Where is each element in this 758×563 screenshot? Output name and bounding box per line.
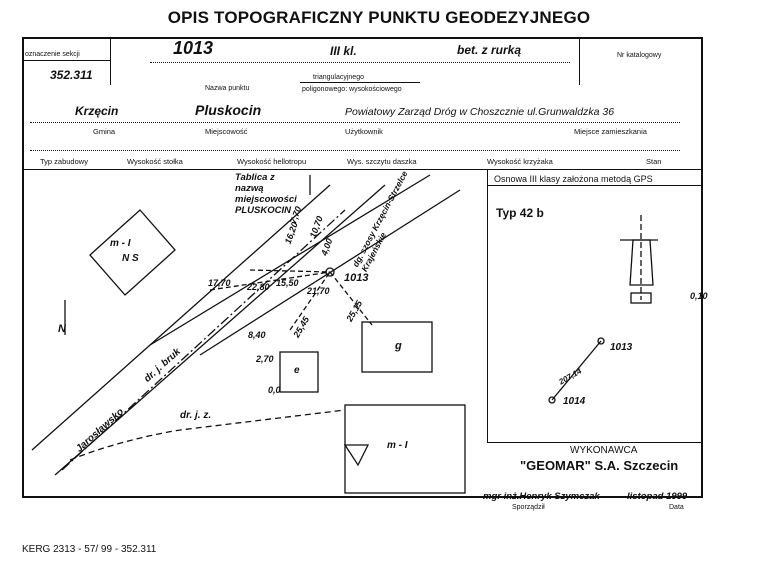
dim-00: 0,0 xyxy=(268,385,281,395)
dim-1550: 15,50 xyxy=(276,278,299,288)
user-value: Powiatowy Zarząd Dróg w Choszcznie ul.Grunwaldzka 36 xyxy=(345,106,615,118)
panel-point-a: 1013 xyxy=(610,342,633,353)
measure-line-1 xyxy=(250,270,330,272)
panel-point-b: 1014 xyxy=(563,396,586,407)
sign-note: Tablica z nazwą miejscowości PLUSKOCIN xyxy=(235,172,297,216)
section-label: oznaczenie sekcji xyxy=(25,51,80,58)
gmina-value: Krzęcin xyxy=(75,104,119,118)
dim-770: 7,70 xyxy=(288,205,304,225)
type-line1: triangulacyjnego xyxy=(313,74,364,81)
dim-1620: 16,20 xyxy=(282,220,300,246)
gps-baseline xyxy=(552,341,601,400)
type-line2: poligonowego: wysokościowego xyxy=(302,86,402,93)
col-wys-daszka: Wys. szczytu daszka xyxy=(347,157,417,166)
dim-2170: 21,70 xyxy=(307,286,330,296)
road-to-label: Jarosławsko xyxy=(74,406,127,455)
building1-label2: N S xyxy=(122,253,139,264)
col-stan: Stan xyxy=(646,157,662,166)
dim-2515: 25,15 xyxy=(344,298,365,324)
gmina-label: Gmina xyxy=(93,127,116,136)
town-label: Miejscowość xyxy=(205,127,248,136)
author-label: Sporządził xyxy=(512,504,545,511)
dim-2280: 22,80 xyxy=(247,282,270,292)
panel-distance: 207,14 xyxy=(557,366,584,387)
panel-title: Osnowa III klasy założona metodą GPS xyxy=(494,174,653,184)
dim-1070: 10,70 xyxy=(307,214,325,240)
footer-code: KERG 2313 - 57/ 99 - 352.311 xyxy=(22,544,157,555)
road-label: dr. j. bruk xyxy=(142,346,183,385)
dim-400: 4,00 xyxy=(319,237,335,257)
contractor-label: WYKONAWCA xyxy=(570,445,638,456)
panel-dim: 0,10 xyxy=(690,291,708,301)
catalog-label: Nr katalogowy xyxy=(617,52,662,59)
dim-840: 8,40 xyxy=(248,330,266,340)
section-value: 352.311 xyxy=(50,68,93,82)
contractor-author: mgr inż.Henryk Szymczak xyxy=(483,491,600,502)
col-typ-zabudowy: Typ zabudowy xyxy=(40,157,88,166)
col-wysokosc-hellotropu: Wysokość hellotropu xyxy=(237,157,307,166)
dim-2545: 25,45 xyxy=(291,314,312,340)
point-number: 1013 xyxy=(173,38,214,58)
contractor-name: "GEOMAR" S.A. Szczecin xyxy=(520,458,679,473)
building-m2-mark xyxy=(345,445,368,465)
date-label: Data xyxy=(669,504,684,511)
road2-label: dr. j. z. xyxy=(180,410,212,421)
town-value: Pluskocin xyxy=(195,102,262,118)
point-class: III kl. xyxy=(330,44,357,58)
col-wysokosc-krzyzaka: Wysokość krzyżaka xyxy=(487,157,553,166)
col-wysokosc-stolka: Wysokość stołka xyxy=(127,157,183,166)
building3-label: e xyxy=(294,365,300,376)
panel-type: Typ 42 b xyxy=(496,206,544,220)
residence-label: Miejsce zamieszkania xyxy=(574,127,647,136)
dim-1770: 17,70 xyxy=(208,278,231,288)
point-name-label: Nazwa punktu xyxy=(205,85,250,92)
building1-label1: m - I xyxy=(110,238,131,249)
north-label: N xyxy=(58,323,66,335)
page-title: OPIS TOPOGRAFICZNY PUNKTU GEODEZYJNEGO xyxy=(167,8,591,27)
contractor-date: listopad 1999 xyxy=(627,491,688,502)
point-marker: bet. z rurką xyxy=(457,43,522,57)
building4-label: m - I xyxy=(387,440,408,451)
dim-270: 2,70 xyxy=(256,354,274,364)
building2-label: g xyxy=(395,340,402,352)
user-label: Użytkownik xyxy=(345,127,383,136)
road3-label: dg. szosy Krzęcin-Strzelce Krajeńskie xyxy=(350,169,410,274)
map-point-label: 1013 xyxy=(344,272,369,284)
